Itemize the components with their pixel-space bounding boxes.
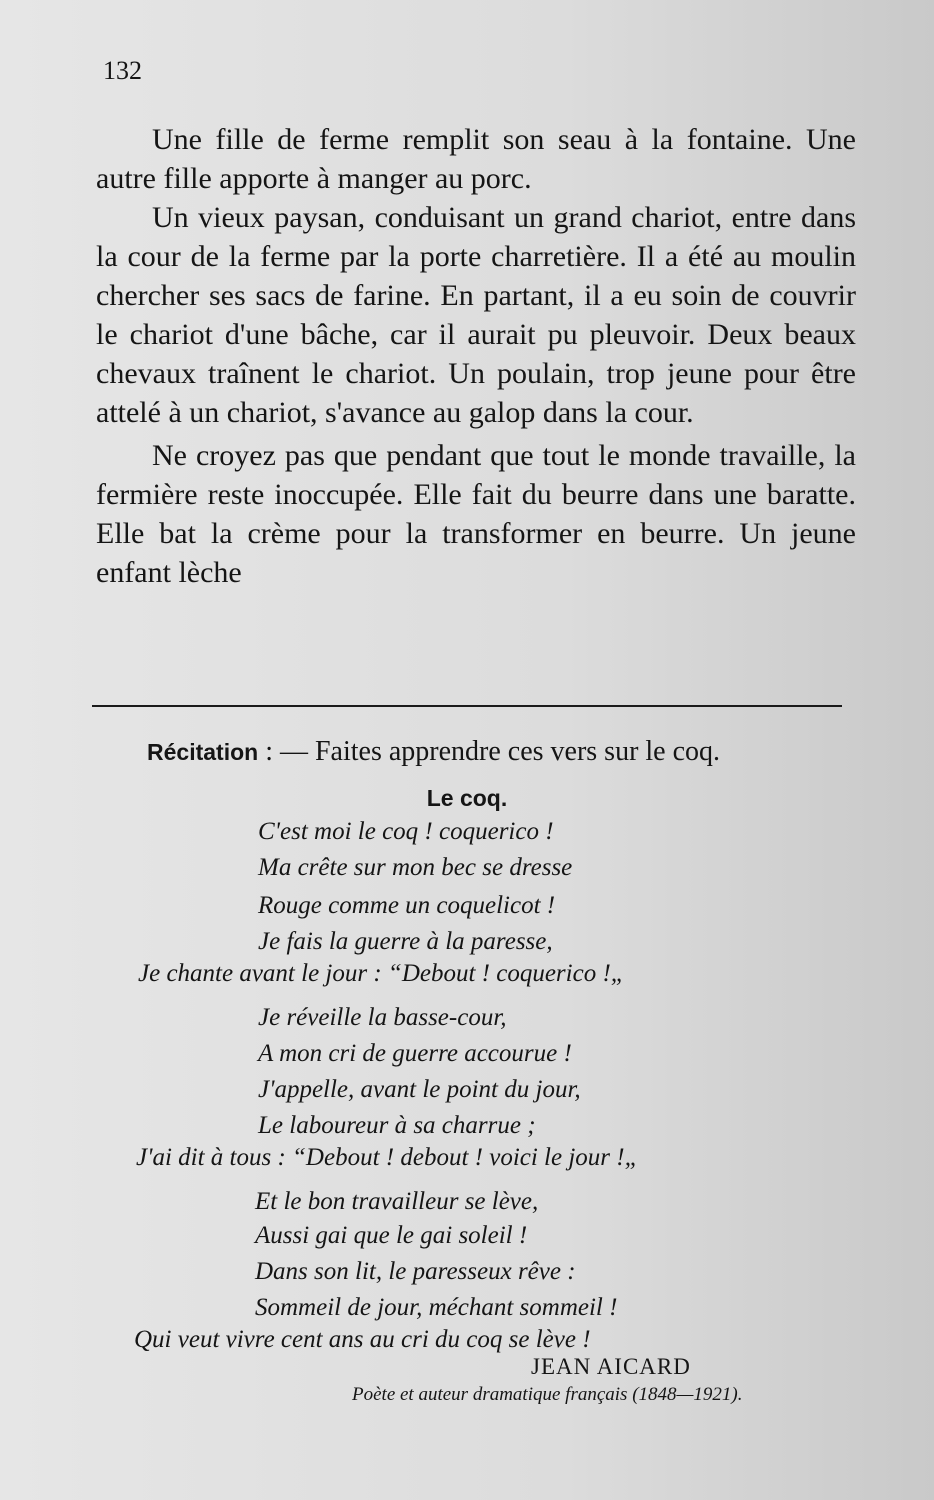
poem-line: A mon cri de guerre accourue ! <box>258 1040 572 1067</box>
prose-text <box>96 120 856 592</box>
author-caption: Poète et auteur dramatique français (1848—1921). <box>352 1384 743 1405</box>
poem-line: Et le bon travailleur se lève, <box>255 1188 539 1215</box>
recitation-instruction <box>147 736 847 768</box>
poem-line: J'ai dit à tous : “Debout ! debout ! voici le jour !„ <box>136 1144 639 1171</box>
poem-line: Ma crête sur mon bec se dresse <box>258 854 573 881</box>
page-number: 132 <box>103 56 142 85</box>
prose-paragraph: Ne croyez pas que pendant que tout le monde travaille, la fermière reste inoccupée. Elle fait du beurre dans une baratte. Elle bat la crème pour la transformer en beurre. Un jeune enfant lèche <box>96 439 856 589</box>
poem-line: Dans son lit, le paresseux rêve : <box>255 1258 576 1285</box>
prose-paragraph: Une fille de ferme remplit son seau à la fontaine. Une autre fille apporte à manger au porc. <box>96 123 856 195</box>
prose-paragraph: Un vieux paysan, conduisant un grand chariot, entre dans la cour de la ferme par la porte charretière. Il a été au moulin chercher ses sacs de farine. En partant, il a eu soin de couvrir le chariot d'une bâche, car il aurait pu pleuvoir. Deux beaux chevaux traînent le chariot. Un poulain, trop jeune pour être attelé à un chariot, s'avance au galop dans la cour. <box>96 201 856 429</box>
poem-line: J'appelle, avant le point du jour, <box>258 1076 581 1103</box>
poem-line: Aussi gai que le gai soleil ! <box>255 1222 528 1249</box>
poem-line: Je réveille la basse-cour, <box>258 1004 507 1031</box>
poem-line: Le laboureur à sa charrue ; <box>258 1112 536 1139</box>
poem-line: Qui veut vivre cent ans au cri du coq se lève ! <box>134 1326 591 1353</box>
section-divider <box>92 705 842 707</box>
poem-line: Rouge comme un coquelicot ! <box>258 892 556 919</box>
recitation-text: : — Faites apprendre ces vers sur le coq. <box>258 736 721 767</box>
poem-line: Je chante avant le jour : “Debout ! coquerico !„ <box>138 960 625 987</box>
poem-line: C'est moi le coq ! coquerico ! <box>258 818 554 845</box>
recitation-label: Récitation <box>147 739 259 765</box>
poem-line: Je fais la guerre à la paresse, <box>258 928 553 955</box>
poem-line: Sommeil de jour, méchant sommeil ! <box>255 1294 618 1321</box>
poem-title: Le coq. <box>426 785 508 811</box>
author-name: JEAN AICARD <box>531 1354 691 1379</box>
